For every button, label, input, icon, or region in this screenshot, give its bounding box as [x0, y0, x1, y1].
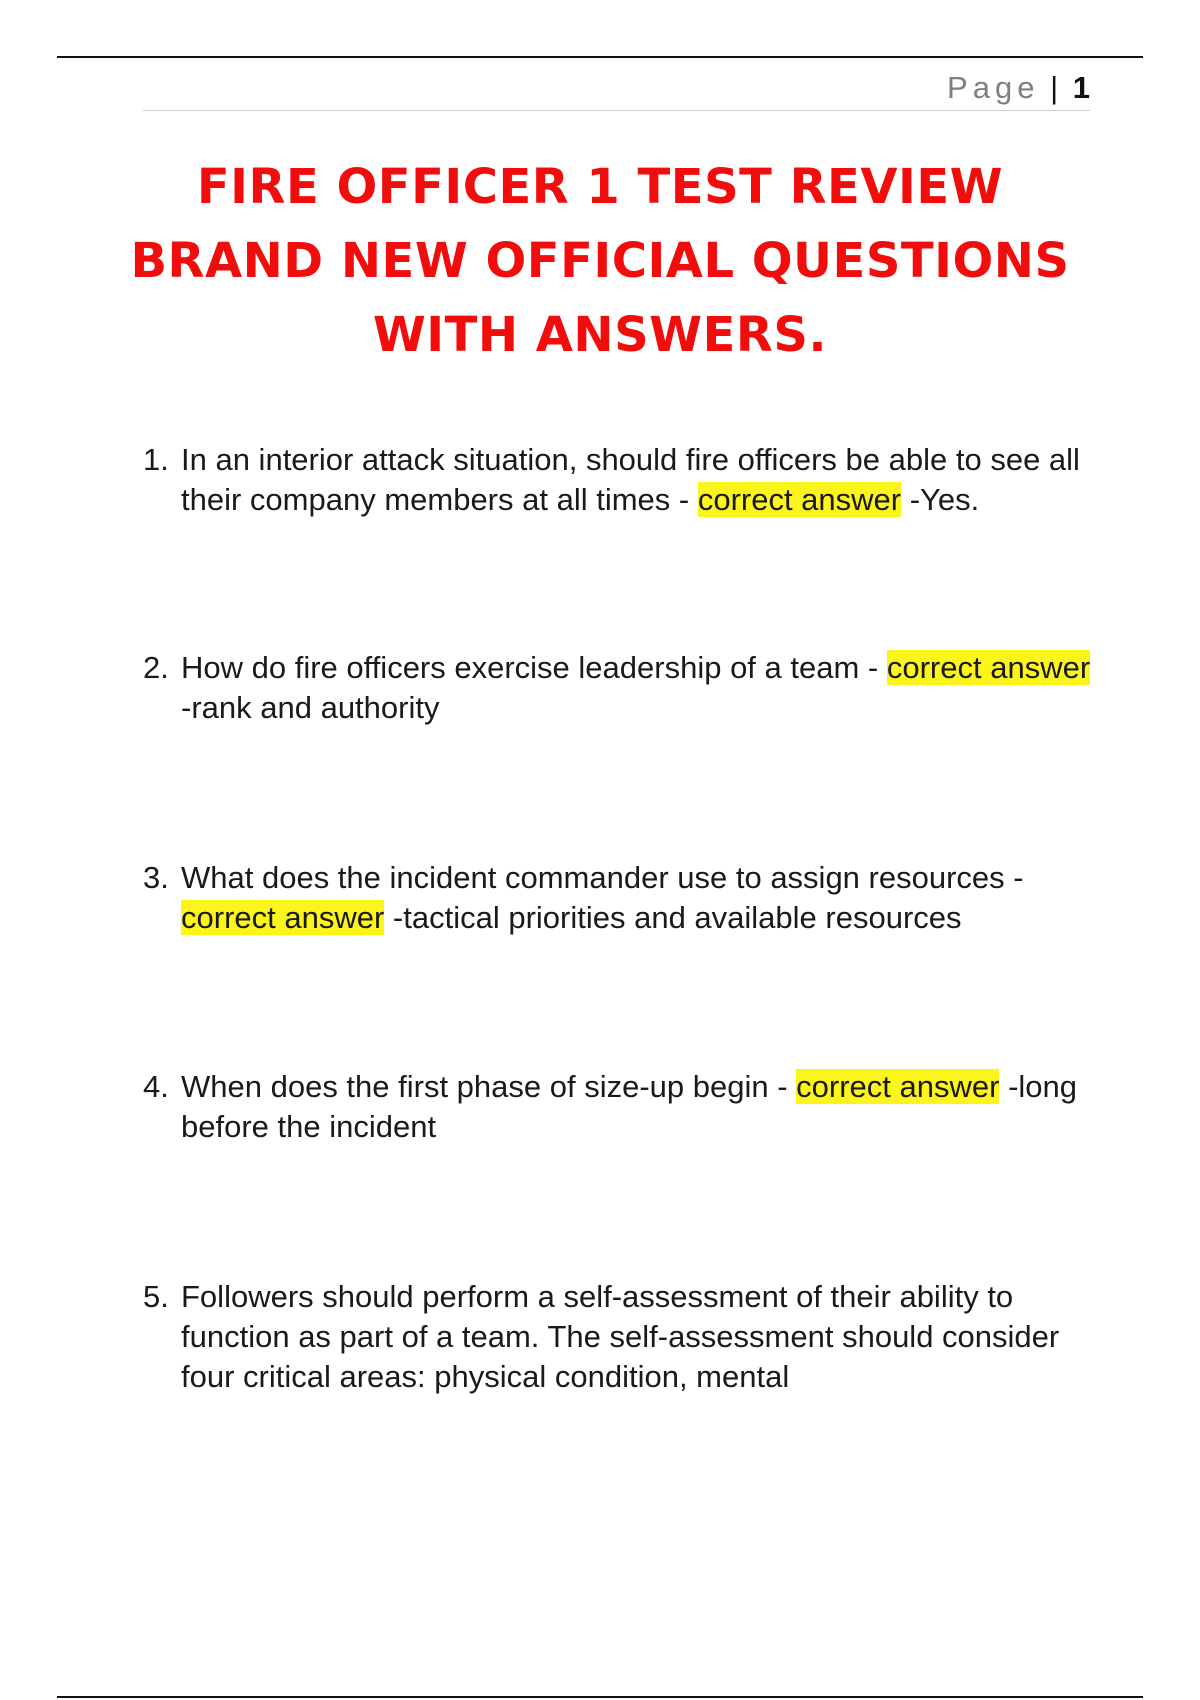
- qa-item-2: [143, 648, 1123, 728]
- question-text: What does the incident commander use to assign resources -: [181, 860, 1024, 895]
- page-separator: |: [1050, 70, 1059, 105]
- page-number: 1: [1072, 70, 1090, 105]
- question-text: When does the first phase of size-up begin -: [181, 1069, 797, 1104]
- correct-answer-marker: correct answer: [796, 1069, 1000, 1104]
- item-number: 4.: [143, 1069, 169, 1104]
- correct-answer-marker: correct answer: [697, 482, 902, 517]
- question-text: How do fire officers exercise leadership of a team -: [181, 650, 887, 685]
- question-text: In an interior attack situation, should fire officers be able to see all their company members at all times -: [181, 442, 1080, 517]
- correct-answer-marker: correct answer: [181, 900, 385, 935]
- item-body: [181, 440, 1101, 520]
- page-label: Page: [947, 70, 1040, 105]
- bottom-rule: [57, 1696, 1143, 1698]
- title-line-2: BRAND NEW OFFICIAL QUESTIONS: [130, 233, 1070, 289]
- qa-item-3: [143, 858, 1123, 938]
- item-body: [181, 858, 1101, 938]
- item-body: [181, 648, 1101, 728]
- page-header: [143, 66, 1090, 111]
- title-line-1: FIRE OFFICER 1 TEST REVIEW: [196, 159, 1004, 215]
- answer-text: -rank and authority: [181, 690, 440, 725]
- document-title: [100, 150, 1100, 372]
- item-number: 1.: [143, 442, 169, 477]
- qa-item-5: [143, 1277, 1123, 1397]
- title-line-3: WITH ANSWERS.: [372, 307, 828, 363]
- qa-item-1: [143, 440, 1123, 520]
- item-number: 3.: [143, 860, 169, 895]
- item-body: [181, 1067, 1101, 1147]
- question-text: Followers should perform a self-assessment of their ability to function as part of a team. The self-assessment should consider four critical areas: physical condition, mental: [181, 1279, 1060, 1394]
- correct-answer-marker: correct answer: [886, 650, 1091, 685]
- answer-text: -Yes.: [901, 482, 980, 517]
- item-number: 5.: [143, 1279, 169, 1314]
- item-body: [181, 1277, 1101, 1397]
- item-number: 2.: [143, 650, 169, 685]
- answer-text: -long before the incident: [181, 1069, 1078, 1144]
- answer-text: -tactical priorities and available resources: [384, 900, 962, 935]
- top-rule: [57, 56, 1143, 58]
- qa-item-4: [143, 1067, 1123, 1147]
